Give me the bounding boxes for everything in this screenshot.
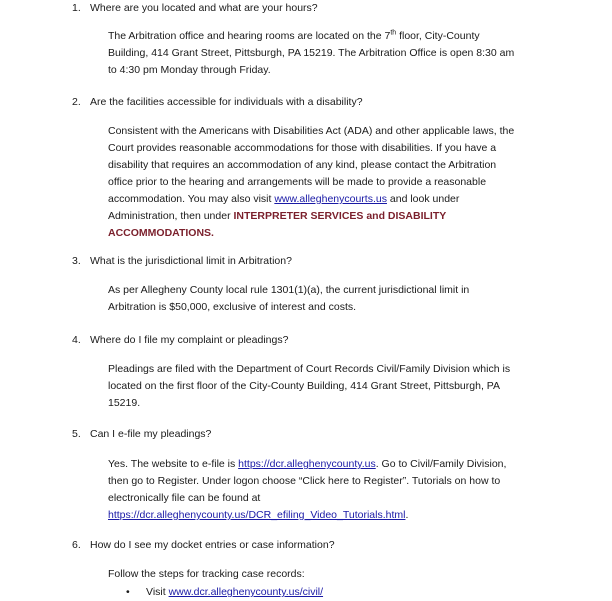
answer-line: located on the first floor of the City-County Building, 414 Grant Street, Pittsburgh, PA [108, 380, 501, 392]
answer-line [108, 191, 548, 208]
answer-line: Building, 414 Grant Street, Pittsburgh, PA 15219. The Arbitration Office is open 8:30 am [108, 47, 515, 59]
answer-text: floor, City-County [396, 30, 480, 42]
answer-line: Follow the steps for tracking case records: [108, 568, 305, 580]
question-text: Can I e-file my pleadings? [90, 428, 212, 440]
bullet-text [146, 584, 323, 601]
answer-5 [108, 456, 548, 524]
answer-line: As per Allegheny County local rule 1301(1)(a), the current jurisdictional limit in [108, 284, 470, 296]
answer-line [108, 456, 548, 473]
answer-line: Consistent with the Americans with Disabilities Act (ADA) and other applicable laws, the [108, 125, 515, 137]
answer-line: electronically file can be found at [108, 492, 261, 504]
answer-text: accommodation. You may also visit [108, 193, 275, 205]
answer-6 [108, 566, 548, 583]
question-text: How do I see my docket entries or case information? [90, 539, 335, 551]
answer-line: Pleadings are filed with the Department of Court Records Civil/Family Division which is [108, 363, 511, 375]
dcr-civil-link[interactable]: www.dcr.alleghenycounty.us/civil/ [168, 586, 324, 598]
question-5 [72, 426, 212, 443]
superscript: th [390, 29, 397, 37]
answer-text: . Go to Civil/Family Division, [375, 458, 507, 470]
answer-text: Yes. The website to e-file is [108, 458, 239, 470]
alleghenycourts-link[interactable]: www.alleghenycourts.us [274, 193, 387, 205]
answer-text: and look under [386, 193, 460, 205]
answer-line [108, 507, 548, 524]
question-number: 2. [72, 96, 81, 108]
question-text: Are the facilities accessible for individuals with a disability? [90, 96, 363, 108]
emphasis-text: ACCOMMODATIONS. [108, 227, 214, 239]
question-number: 6. [72, 539, 81, 551]
question-2 [72, 94, 363, 111]
question-4 [72, 332, 289, 349]
answer-4 [108, 361, 548, 412]
question-number: 1. [72, 2, 81, 14]
efiling-tutorials-link[interactable]: https://dcr.alleghenycounty.us/DCR_efiling_Video_Tutorials.html [108, 509, 406, 521]
answer-line: disability that requires an accommodation of any kind, please contact the Arbitration [108, 159, 497, 171]
question-number: 5. [72, 428, 81, 440]
answer-line: office prior to the hearing and arrangements will be made to provide a reasonable [108, 176, 487, 188]
answer-line: Arbitration is $50,000, exclusive of interest and costs. [108, 301, 357, 313]
answer-3 [108, 282, 548, 316]
question-6 [72, 537, 335, 554]
answer-line [108, 28, 548, 45]
answer-line [108, 208, 548, 225]
answer-line: Court provides reasonable accommodations for those with disabilities. If you have a [108, 142, 497, 154]
question-number: 4. [72, 334, 81, 346]
dcr-efile-link[interactable]: https://dcr.alleghenycounty.us [238, 458, 376, 470]
question-text: Where do I file my complaint or pleadings? [90, 334, 289, 346]
question-text: What is the jurisdictional limit in Arbitration? [90, 255, 292, 267]
bullet-icon: • [126, 586, 130, 598]
answer-text: . [405, 509, 409, 521]
answer-2 [108, 123, 548, 242]
question-3 [72, 253, 292, 270]
answer-1 [108, 28, 548, 79]
answer-line: 15219. [108, 397, 141, 409]
question-text: Where are you located and what are your hours? [90, 2, 318, 14]
answer-text: The Arbitration office and hearing rooms are located on the 7 [108, 30, 391, 42]
answer-line: to 4:30 pm Monday through Friday. [108, 64, 271, 76]
answer-text: Administration, then under [108, 210, 234, 222]
answer-line: then go to Register. Under logon choose “Click here to Register”. Tutorials on how to [108, 475, 501, 487]
question-1 [72, 0, 318, 17]
answer-text: Visit [146, 586, 169, 598]
emphasis-text: INTERPRETER SERVICES and DISABILITY [233, 210, 447, 222]
question-number: 3. [72, 255, 81, 267]
